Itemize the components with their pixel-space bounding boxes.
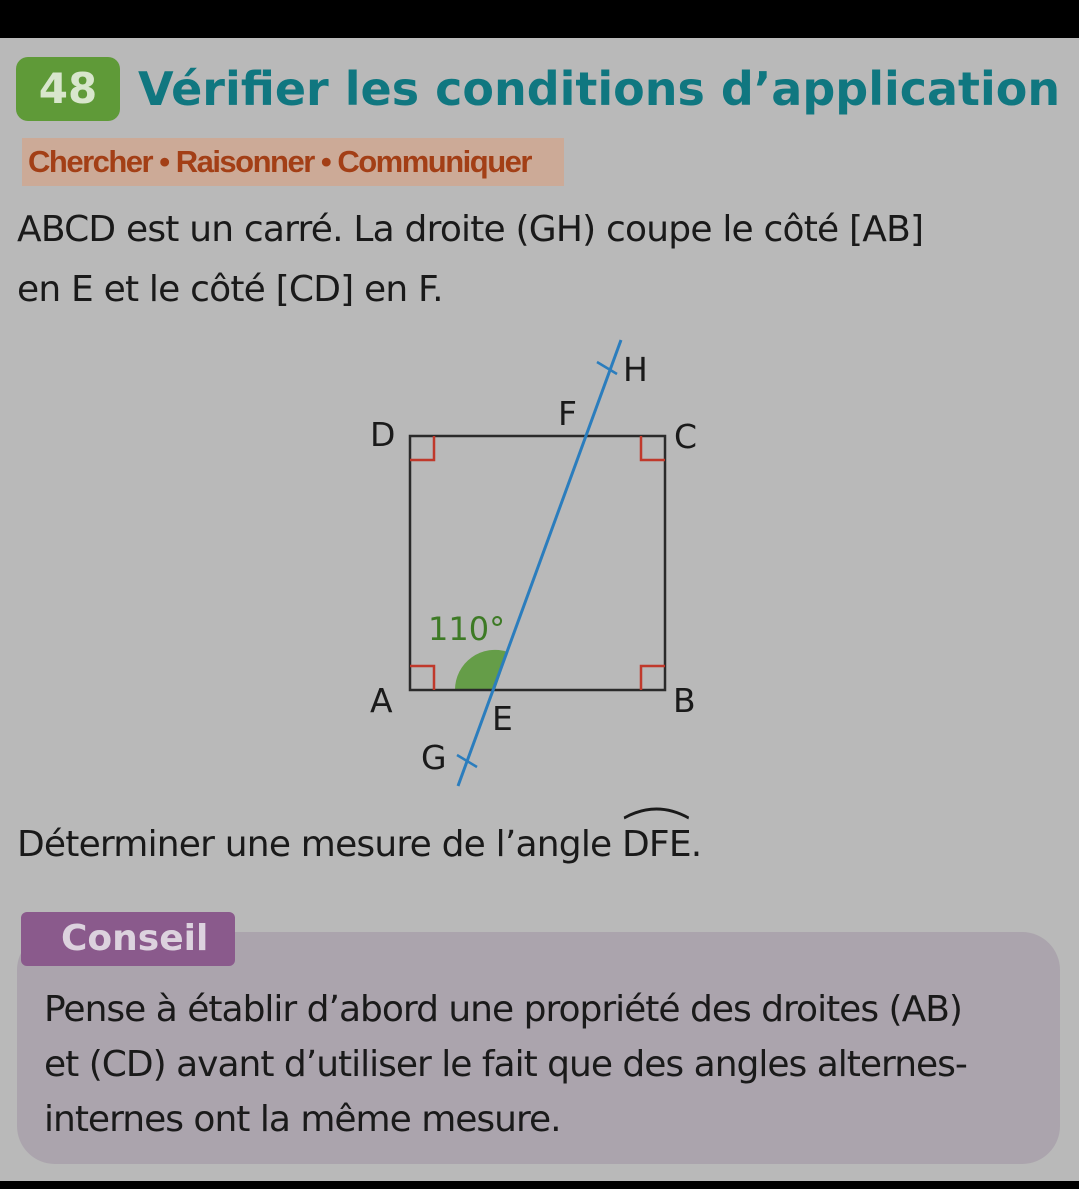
question bbox=[17, 812, 701, 878]
label-point-a: A bbox=[370, 681, 393, 720]
statement-line-1: ABCD est un carré. La droite (GH) coupe le côté [AB] bbox=[17, 209, 924, 250]
right-angle-mark-d bbox=[410, 436, 434, 460]
exercise-number-badge: 48 bbox=[16, 57, 120, 121]
right-angle-mark-b bbox=[641, 666, 665, 690]
question-angle-name: DFE bbox=[622, 824, 691, 865]
point-h-mark bbox=[597, 362, 617, 374]
tip-line-2: et (CD) avant d’utiliser le fait que des angles alternes- bbox=[44, 1044, 967, 1085]
label-point-c: C bbox=[674, 417, 698, 456]
label-point-f: F bbox=[558, 394, 577, 433]
label-point-g: G bbox=[421, 738, 447, 777]
square-abcd bbox=[410, 436, 665, 690]
tip-line-1: Pense à établir d’abord une propriété des droites (AB) bbox=[44, 989, 962, 1030]
angle-value-label: 110° bbox=[428, 610, 506, 648]
angle-hat-icon bbox=[622, 806, 691, 820]
right-angle-mark-c bbox=[641, 436, 665, 460]
label-point-h: H bbox=[623, 350, 648, 389]
question-text: Déterminer une mesure de l’angle bbox=[17, 824, 623, 865]
skills-label: Chercher • Raisonner • Communiquer bbox=[28, 144, 531, 179]
line-gh bbox=[458, 340, 621, 786]
label-point-e: E bbox=[492, 699, 513, 738]
label-point-b: B bbox=[673, 681, 696, 720]
tip-tab-label: Conseil bbox=[21, 912, 235, 966]
tip-line-3: internes ont la même mesure. bbox=[44, 1099, 561, 1140]
question-end: . bbox=[690, 824, 702, 865]
right-angle-mark-a bbox=[410, 666, 434, 690]
statement-line-2: en E et le côté [CD] en F. bbox=[17, 269, 443, 310]
angle-name-wrapper bbox=[622, 812, 691, 878]
tip-text bbox=[44, 982, 1044, 1147]
label-point-d: D bbox=[370, 415, 396, 454]
exercise-title: Vérifier les conditions d’application bbox=[138, 62, 1061, 116]
